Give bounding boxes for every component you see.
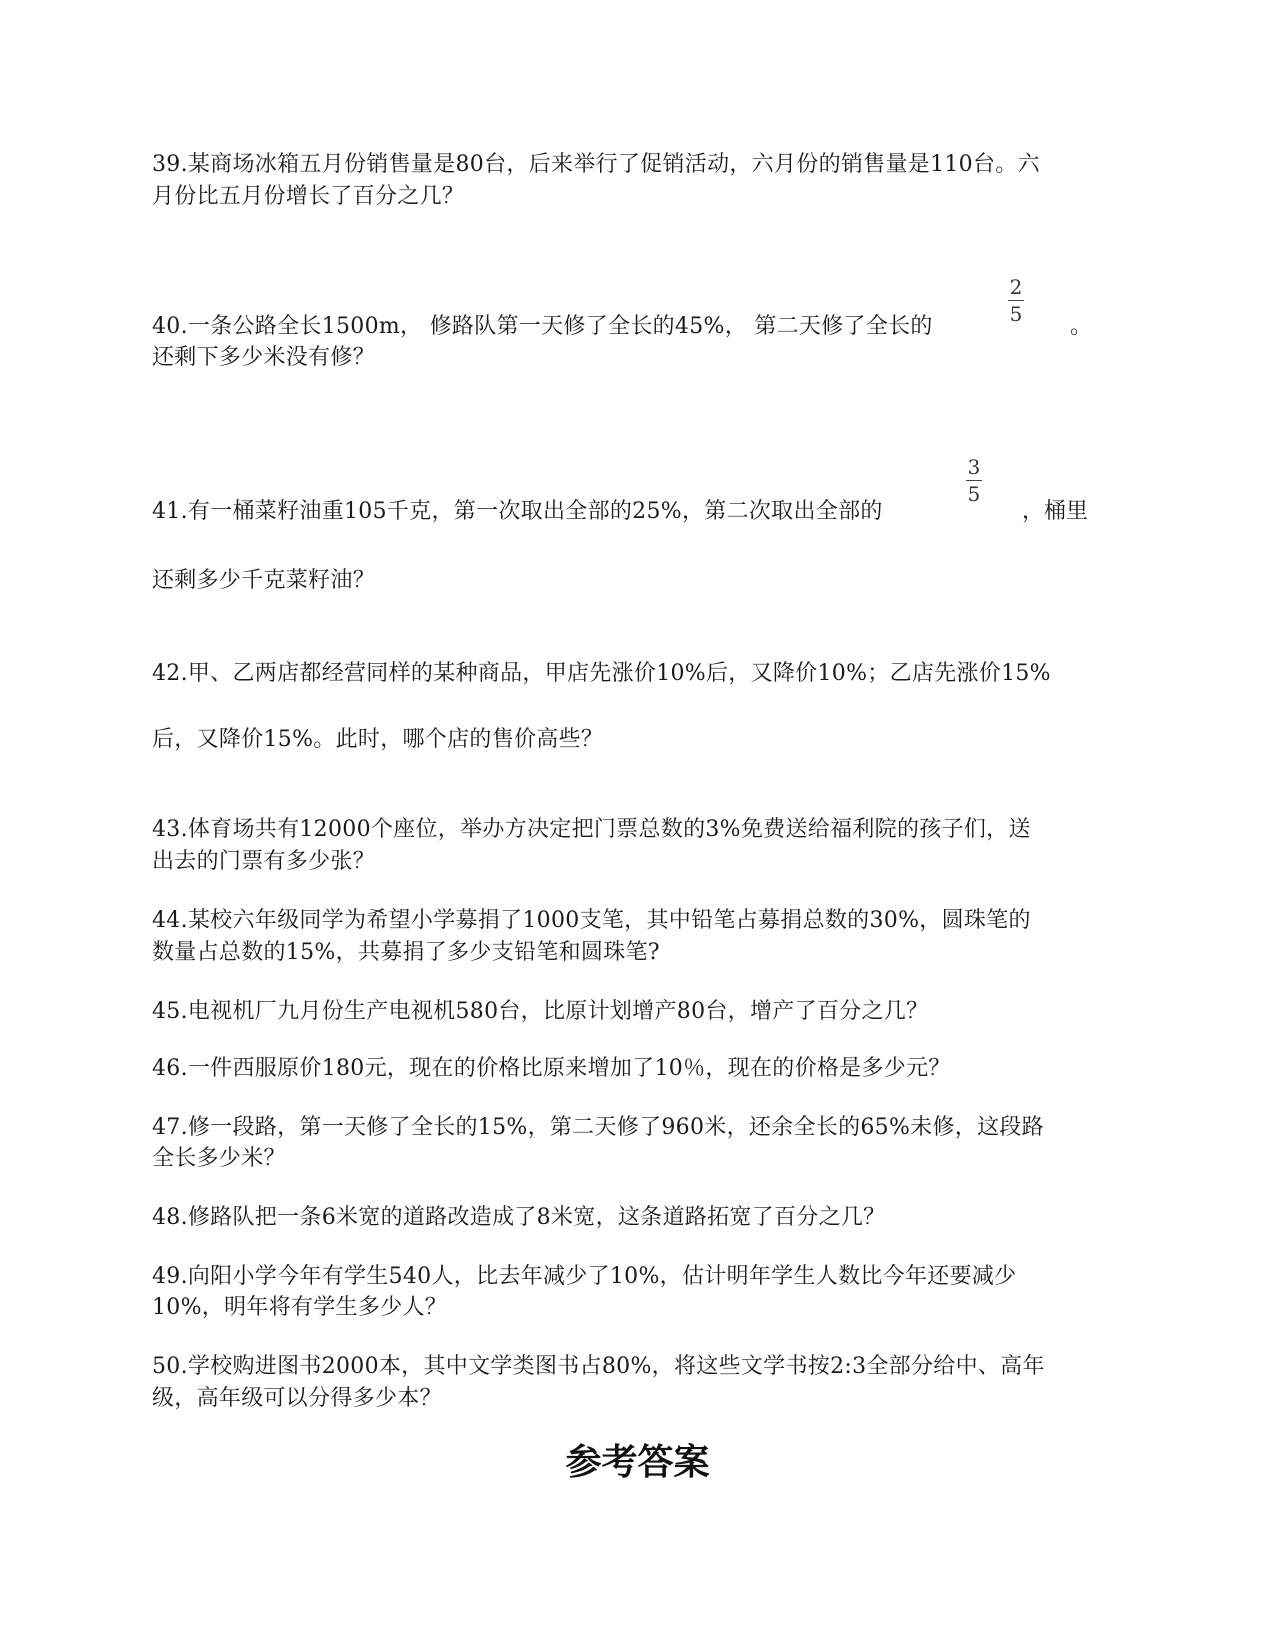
question-48-line-1: 48.修路队把一条6米宽的道路改造成了8米宽，这条道路拓宽了百分之几？ <box>152 1205 886 1230</box>
question-50-line-1: 50.学校购进图书2000本，其中文学类图书占80%，将这些文学书按2:3全部分给中、高年 <box>152 1354 1045 1379</box>
fraction-two-fifths <box>1004 276 1028 325</box>
question-46-line-1: 46.一件西服原价180元，现在的价格比原来增加了10％，现在的价格是多少元？ <box>152 1056 951 1081</box>
question-50-line-2: 级，高年级可以分得多少本？ <box>152 1386 442 1411</box>
question-40-line-2: 还剩下多少米没有修？ <box>152 345 376 370</box>
fraction-three-fifths <box>962 456 986 505</box>
question-49-line-2: 10%，明年将有学生多少人？ <box>152 1295 448 1320</box>
question-45-line-1: 45.电视机厂九月份生产电视机580台，比原计划增产80台，增产了百分之几？ <box>152 999 929 1024</box>
question-43-line-1: 43.体育场共有12000个座位，举办方决定把门票总数的3%免费送给福利院的孩子们，送 <box>152 817 1031 842</box>
question-42-line-2: 后，又降价15%。此时，哪个店的售价高些？ <box>152 727 604 752</box>
fraction-numerator: 3 <box>967 455 981 479</box>
answers-heading: 参考答案 <box>565 1442 710 1483</box>
question-47-line-2: 全长多少米？ <box>152 1146 286 1171</box>
question-44-line-1: 44.某校六年级同学为希望小学募捐了1000支笔，其中铅笔占募捐总数的30%，圆珠笔的 <box>152 908 1031 933</box>
question-40-line-1: 40.一条公路全长1500m， 修路队第一天修了全长的45%， 第二天修了全长的 <box>152 314 933 339</box>
question-44-line-2: 数量占总数的15%，共募捐了多少支铅笔和圆珠笔? <box>152 940 660 965</box>
question-43-line-2: 出去的门票有多少张？ <box>152 849 376 874</box>
question-39-line-2: 月份比五月份增长了百分之几？ <box>152 184 465 209</box>
fraction-denominator: 5 <box>1009 302 1023 326</box>
question-47-line-1: 47.修一段路，第一天修了全长的15%，第二天修了960米，还余全长的65%未修，这段路 <box>152 1115 1044 1140</box>
fraction-denominator: 5 <box>967 482 981 506</box>
question-49-line-1: 49.向阳小学今年有学生540人，比去年减少了10%，估计明年学生人数比今年还要减少 <box>152 1264 1017 1289</box>
fraction-bar <box>1008 300 1024 301</box>
question-42-line-1: 42.甲、乙两店都经营同样的某种商品，甲店先涨价10%后，又降价10%；乙店先涨价15% <box>152 661 1051 686</box>
fraction-numerator: 2 <box>1009 275 1023 299</box>
question-41-line-1: 41.有一桶菜籽油重105千克，第一次取出全部的25%，第二次取出全部的 <box>152 499 883 524</box>
question-41-line-2: 还剩多少千克菜籽油？ <box>152 568 376 593</box>
question-41-trail: ，桶里 <box>1022 499 1089 524</box>
question-39-line-1: 39.某商场冰箱五月份销售量是80台，后来举行了促销活动，六月份的销售量是110台。六 <box>152 152 1040 177</box>
question-40-trail: 。 <box>1070 314 1093 339</box>
fraction-bar <box>966 480 982 481</box>
